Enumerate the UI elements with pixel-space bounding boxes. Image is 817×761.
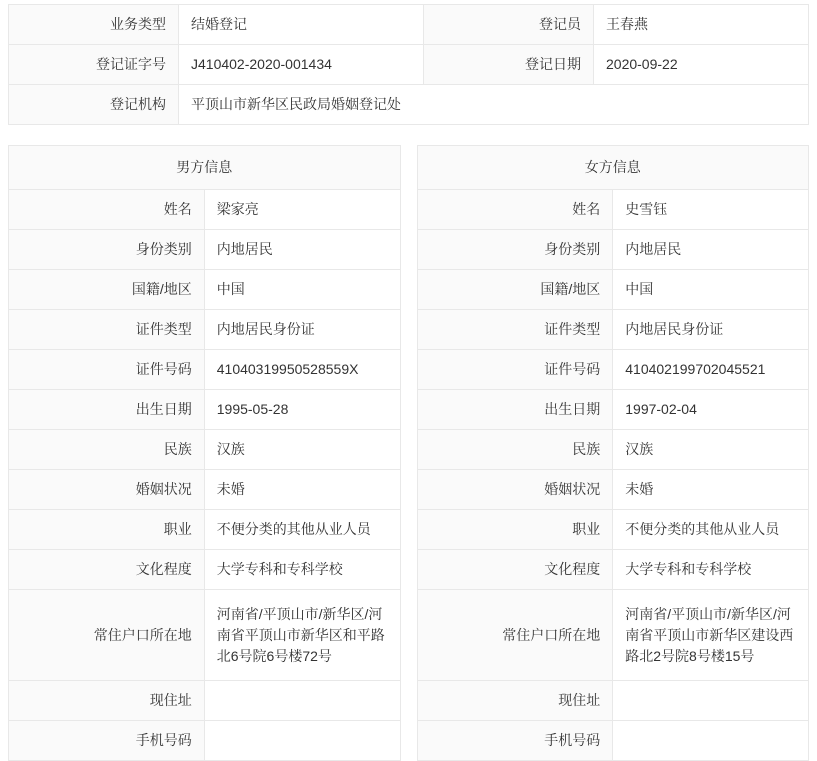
male-info-table xyxy=(8,145,401,761)
female-identity-type-value: 内地居民 xyxy=(613,230,809,270)
male-info-panel xyxy=(8,145,401,761)
male-name-label: 姓名 xyxy=(9,190,205,230)
female-education-label: 文化程度 xyxy=(417,550,613,590)
table-row xyxy=(9,45,809,85)
table-row xyxy=(417,230,809,270)
male-id-number-value: 41040319950528559X xyxy=(204,350,400,390)
table-row xyxy=(417,390,809,430)
table-row xyxy=(9,590,401,681)
female-info-title: 女方信息 xyxy=(417,146,809,190)
female-occupation-label: 职业 xyxy=(417,510,613,550)
table-row xyxy=(417,510,809,550)
male-current-address-label: 现住址 xyxy=(9,681,205,721)
female-identity-type-label: 身份类别 xyxy=(417,230,613,270)
registration-org-value: 平顶山市新华区民政局婚姻登记处 xyxy=(179,85,809,125)
party-details xyxy=(8,145,809,761)
table-row xyxy=(9,430,401,470)
female-info-table xyxy=(417,145,810,761)
table-row xyxy=(417,310,809,350)
table-row xyxy=(9,390,401,430)
female-education-value: 大学专科和专科学校 xyxy=(613,550,809,590)
female-name-value: 史雪钰 xyxy=(613,190,809,230)
female-id-type-value: 内地居民身份证 xyxy=(613,310,809,350)
certificate-number-value: J410402-2020-001434 xyxy=(179,45,424,85)
table-row xyxy=(417,270,809,310)
male-id-type-value: 内地居民身份证 xyxy=(204,310,400,350)
female-ethnicity-label: 民族 xyxy=(417,430,613,470)
table-row xyxy=(9,721,401,761)
female-id-number-value: 410402199702045521 xyxy=(613,350,809,390)
male-current-address-value xyxy=(204,681,400,721)
table-row xyxy=(9,310,401,350)
table-row xyxy=(9,230,401,270)
male-education-value: 大学专科和专科学校 xyxy=(204,550,400,590)
female-id-type-label: 证件类型 xyxy=(417,310,613,350)
male-household-address-label: 常住户口所在地 xyxy=(9,590,205,681)
female-current-address-value xyxy=(613,681,809,721)
table-row xyxy=(9,146,401,190)
table-row xyxy=(9,85,809,125)
table-row xyxy=(9,550,401,590)
summary-table xyxy=(8,4,809,125)
female-phone-value xyxy=(613,721,809,761)
table-row xyxy=(417,146,809,190)
business-type-value: 结婚登记 xyxy=(179,5,424,45)
female-current-address-label: 现住址 xyxy=(417,681,613,721)
male-ethnicity-label: 民族 xyxy=(9,430,205,470)
male-identity-type-label: 身份类别 xyxy=(9,230,205,270)
female-household-address-label: 常住户口所在地 xyxy=(417,590,613,681)
table-row xyxy=(417,550,809,590)
female-nationality-value: 中国 xyxy=(613,270,809,310)
registrar-value: 王春燕 xyxy=(594,5,809,45)
table-row xyxy=(9,681,401,721)
female-marital-status-label: 婚姻状况 xyxy=(417,470,613,510)
male-occupation-label: 职业 xyxy=(9,510,205,550)
male-education-label: 文化程度 xyxy=(9,550,205,590)
male-ethnicity-value: 汉族 xyxy=(204,430,400,470)
male-household-address-value: 河南省/平顶山市/新华区/河南省平顶山市新华区和平路北6号院6号楼72号 xyxy=(204,590,400,681)
table-row xyxy=(9,270,401,310)
male-marital-status-value: 未婚 xyxy=(204,470,400,510)
male-identity-type-value: 内地居民 xyxy=(204,230,400,270)
table-row xyxy=(417,681,809,721)
table-row xyxy=(417,721,809,761)
certificate-number-label: 登记证字号 xyxy=(9,45,179,85)
registration-date-label: 登记日期 xyxy=(424,45,594,85)
table-row xyxy=(9,190,401,230)
registrar-label: 登记员 xyxy=(424,5,594,45)
male-birth-date-value: 1995-05-28 xyxy=(204,390,400,430)
registration-date-value: 2020-09-22 xyxy=(594,45,809,85)
male-marital-status-label: 婚姻状况 xyxy=(9,470,205,510)
female-ethnicity-value: 汉族 xyxy=(613,430,809,470)
table-row xyxy=(9,510,401,550)
female-occupation-value: 不便分类的其他从业人员 xyxy=(613,510,809,550)
male-phone-value xyxy=(204,721,400,761)
male-id-number-label: 证件号码 xyxy=(9,350,205,390)
table-row xyxy=(9,350,401,390)
female-phone-label: 手机号码 xyxy=(417,721,613,761)
male-phone-label: 手机号码 xyxy=(9,721,205,761)
female-birth-date-label: 出生日期 xyxy=(417,390,613,430)
table-row xyxy=(417,190,809,230)
female-marital-status-value: 未婚 xyxy=(613,470,809,510)
table-row xyxy=(417,590,809,681)
female-name-label: 姓名 xyxy=(417,190,613,230)
male-birth-date-label: 出生日期 xyxy=(9,390,205,430)
female-nationality-label: 国籍/地区 xyxy=(417,270,613,310)
table-row xyxy=(417,430,809,470)
business-type-label: 业务类型 xyxy=(9,5,179,45)
female-id-number-label: 证件号码 xyxy=(417,350,613,390)
table-row xyxy=(417,350,809,390)
female-birth-date-value: 1997-02-04 xyxy=(613,390,809,430)
male-occupation-value: 不便分类的其他从业人员 xyxy=(204,510,400,550)
female-info-panel xyxy=(417,145,810,761)
male-nationality-label: 国籍/地区 xyxy=(9,270,205,310)
male-nationality-value: 中国 xyxy=(204,270,400,310)
table-row xyxy=(9,5,809,45)
female-household-address-value: 河南省/平顶山市/新华区/河南省平顶山市新华区建设西路北2号院8号楼15号 xyxy=(613,590,809,681)
male-name-value: 梁家亮 xyxy=(204,190,400,230)
table-row xyxy=(417,470,809,510)
male-info-title: 男方信息 xyxy=(9,146,401,190)
male-id-type-label: 证件类型 xyxy=(9,310,205,350)
table-row xyxy=(9,470,401,510)
registration-org-label: 登记机构 xyxy=(9,85,179,125)
